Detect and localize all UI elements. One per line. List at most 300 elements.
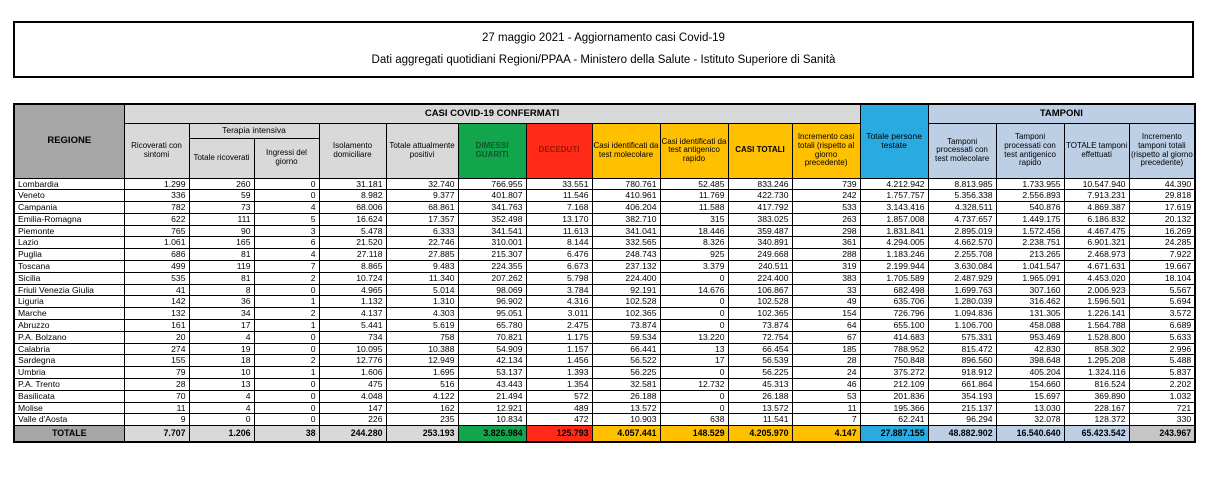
value-cell: 195.366 [860, 402, 928, 414]
value-cell: 66.441 [592, 343, 660, 355]
value-cell: 3.784 [526, 284, 592, 296]
value-cell: 0 [254, 343, 319, 355]
value-cell: 1.831.841 [860, 225, 928, 237]
value-cell: 102.365 [592, 308, 660, 320]
value-cell: 0 [660, 296, 728, 308]
value-cell: 147 [319, 402, 386, 414]
value-cell: 10.095 [319, 343, 386, 355]
value-cell: 102.365 [728, 308, 792, 320]
value-cell: 953.469 [996, 331, 1064, 343]
value-cell: 4.122 [386, 390, 458, 402]
value-cell: 11.340 [386, 272, 458, 284]
value-cell: 5 [254, 213, 319, 225]
col-totale-attualmente-positivi: Totale attualmente positivi [386, 123, 458, 178]
value-cell: 29.818 [1129, 190, 1195, 202]
table-row [14, 237, 1195, 249]
value-cell: 59.534 [592, 331, 660, 343]
value-cell: 734 [319, 331, 386, 343]
value-cell: 4 [189, 390, 254, 402]
value-cell: 20.132 [1129, 213, 1195, 225]
value-cell: 16.269 [1129, 225, 1195, 237]
value-cell: 17.619 [1129, 202, 1195, 214]
value-cell: 185 [792, 343, 860, 355]
value-cell: 1.094.836 [928, 308, 996, 320]
value-cell: 3.572 [1129, 308, 1195, 320]
region-name: Liguria [14, 296, 124, 308]
value-cell: 4.467.475 [1064, 225, 1129, 237]
col-totale-persone-testate: Totale persone testate [860, 104, 928, 178]
value-cell: 62.241 [860, 414, 928, 426]
value-cell: 46 [792, 379, 860, 391]
value-cell: 12.732 [660, 379, 728, 391]
value-cell: 6.689 [1129, 320, 1195, 332]
value-cell: 2 [254, 308, 319, 320]
value-cell: 354.193 [928, 390, 996, 402]
value-cell: 2.255.708 [928, 249, 996, 261]
value-cell: 5.488 [1129, 355, 1195, 367]
value-cell: 1.564.788 [1064, 320, 1129, 332]
table-row [14, 355, 1195, 367]
value-cell: 11.588 [660, 202, 728, 214]
value-cell: 11.769 [660, 190, 728, 202]
value-cell: 11 [792, 402, 860, 414]
value-cell: 575.331 [928, 331, 996, 343]
value-cell: 54.909 [458, 343, 526, 355]
value-cell: 2 [254, 355, 319, 367]
table-row [14, 213, 1195, 225]
value-cell: 382.710 [592, 213, 660, 225]
total-cell: 7.707 [124, 426, 189, 443]
col-dimessi-guariti: DIMESSI GUARITI [458, 123, 526, 178]
value-cell: 263 [792, 213, 860, 225]
value-cell: 213.265 [996, 249, 1064, 261]
table-row [14, 296, 1195, 308]
value-cell: 9 [124, 414, 189, 426]
value-cell: 5.014 [386, 284, 458, 296]
value-cell: 0 [660, 320, 728, 332]
value-cell: 8.982 [319, 190, 386, 202]
value-cell: 28 [792, 355, 860, 367]
value-cell: 2.487.929 [928, 272, 996, 284]
value-cell: 2 [254, 272, 319, 284]
value-cell: 235 [386, 414, 458, 426]
value-cell: 15.697 [996, 390, 1064, 402]
value-cell: 44.390 [1129, 178, 1195, 190]
value-cell: 260 [189, 178, 254, 190]
value-cell: 319 [792, 261, 860, 273]
value-cell: 19 [189, 343, 254, 355]
value-cell: 750.848 [860, 355, 928, 367]
value-cell: 1.456 [526, 355, 592, 367]
value-cell: 11.541 [728, 414, 792, 426]
table-row [14, 249, 1195, 261]
regione-header: REGIONE [14, 104, 124, 178]
total-cell: 244.280 [319, 426, 386, 443]
value-cell: 13.030 [996, 402, 1064, 414]
value-cell: 17 [189, 320, 254, 332]
value-cell: 7 [792, 414, 860, 426]
value-cell: 10.547.940 [1064, 178, 1129, 190]
value-cell: 18.446 [660, 225, 728, 237]
value-cell: 1.299 [124, 178, 189, 190]
col-deceduti: DECEDUTI [526, 123, 592, 178]
value-cell: 132 [124, 308, 189, 320]
value-cell: 92.191 [592, 284, 660, 296]
value-cell: 788.952 [860, 343, 928, 355]
value-cell: 1.061 [124, 237, 189, 249]
value-cell: 369.890 [1064, 390, 1129, 402]
value-cell: 4.316 [526, 296, 592, 308]
value-cell: 4.869.387 [1064, 202, 1129, 214]
value-cell: 237.132 [592, 261, 660, 273]
value-cell: 1.106.700 [928, 320, 996, 332]
value-cell: 375.272 [860, 367, 928, 379]
value-cell: 417.792 [728, 202, 792, 214]
value-cell: 9.377 [386, 190, 458, 202]
value-cell: 1.572.456 [996, 225, 1064, 237]
value-cell: 4.212.942 [860, 178, 928, 190]
table-row [14, 225, 1195, 237]
value-cell: 31.181 [319, 178, 386, 190]
value-cell: 11.546 [526, 190, 592, 202]
value-cell: 52.485 [660, 178, 728, 190]
value-cell: 0 [660, 402, 728, 414]
value-cell: 224.355 [458, 261, 526, 273]
value-cell: 661.864 [928, 379, 996, 391]
value-cell: 2.468.973 [1064, 249, 1129, 261]
table-row [14, 390, 1195, 402]
col-incremento-casi: Incremento casi totali (rispetto al giorno precedente) [792, 123, 860, 178]
table-row [14, 261, 1195, 273]
value-cell: 758 [386, 331, 458, 343]
table-row [14, 272, 1195, 284]
value-cell: 341.763 [458, 202, 526, 214]
report-subtitle: Dati aggregati quotidiani Regioni/PPAA - Ministero della Salute - Istituto Superiore di Sanità [371, 54, 836, 66]
value-cell: 13 [660, 343, 728, 355]
value-cell: 90 [189, 225, 254, 237]
value-cell: 16.624 [319, 213, 386, 225]
region-name: Valle d'Aosta [14, 414, 124, 426]
value-cell: 1.606 [319, 367, 386, 379]
value-cell: 533 [792, 202, 860, 214]
value-cell: 49 [792, 296, 860, 308]
col-incremento-tamponi: Incremento tamponi totali (rispetto al giorno precedente) [1129, 123, 1195, 178]
total-row [14, 426, 1195, 443]
value-cell: 726.796 [860, 308, 928, 320]
value-cell: 5.441 [319, 320, 386, 332]
region-name: Toscana [14, 261, 124, 273]
value-cell: 422.730 [728, 190, 792, 202]
value-cell: 13.572 [728, 402, 792, 414]
value-cell: 207.262 [458, 272, 526, 284]
value-cell: 359.487 [728, 225, 792, 237]
value-cell: 6.476 [526, 249, 592, 261]
region-name: Sicilia [14, 272, 124, 284]
value-cell: 0 [254, 390, 319, 402]
value-cell: 406.204 [592, 202, 660, 214]
value-cell: 0 [254, 190, 319, 202]
value-cell: 102.528 [592, 296, 660, 308]
value-cell: 2.202 [1129, 379, 1195, 391]
value-cell: 2.475 [526, 320, 592, 332]
value-cell: 4.294.005 [860, 237, 928, 249]
value-cell: 34 [189, 308, 254, 320]
value-cell: 6.673 [526, 261, 592, 273]
value-cell: 638 [660, 414, 728, 426]
value-cell: 816.524 [1064, 379, 1129, 391]
value-cell: 18.104 [1129, 272, 1195, 284]
col-ingressi-del-giorno: Ingressi del giorno [254, 138, 319, 178]
value-cell: 165 [189, 237, 254, 249]
value-cell: 1 [254, 320, 319, 332]
region-name: Veneto [14, 190, 124, 202]
value-cell: 106.867 [728, 284, 792, 296]
value-cell: 10.388 [386, 343, 458, 355]
value-cell: 111 [189, 213, 254, 225]
value-cell: 766.955 [458, 178, 526, 190]
value-cell: 655.100 [860, 320, 928, 332]
value-cell: 13.220 [660, 331, 728, 343]
value-cell: 224.400 [728, 272, 792, 284]
value-cell: 5.478 [319, 225, 386, 237]
value-cell: 8.865 [319, 261, 386, 273]
value-cell: 0 [254, 331, 319, 343]
value-cell: 2.238.751 [996, 237, 1064, 249]
value-cell: 1.449.175 [996, 213, 1064, 225]
value-cell: 1.183.246 [860, 249, 928, 261]
value-cell: 7.922 [1129, 249, 1195, 261]
value-cell: 33 [792, 284, 860, 296]
value-cell: 42.134 [458, 355, 526, 367]
value-cell: 6.901.321 [1064, 237, 1129, 249]
value-cell: 32.078 [996, 414, 1064, 426]
value-cell: 288 [792, 249, 860, 261]
value-cell: 13.572 [592, 402, 660, 414]
terapia-intensiva-group-header: Terapia intensiva [189, 123, 319, 138]
value-cell: 340.891 [728, 237, 792, 249]
value-cell: 96.294 [928, 414, 996, 426]
casi-confermati-group-header: CASI COVID-19 CONFERMATI [124, 104, 860, 123]
value-cell: 5.694 [1129, 296, 1195, 308]
value-cell: 4.737.657 [928, 213, 996, 225]
value-cell: 298 [792, 225, 860, 237]
value-cell: 42.830 [996, 343, 1064, 355]
title-box [13, 21, 1194, 78]
value-cell: 1 [254, 367, 319, 379]
value-cell: 341.041 [592, 225, 660, 237]
value-cell: 81 [189, 272, 254, 284]
region-name: Emilia-Romagna [14, 213, 124, 225]
value-cell: 5.619 [386, 320, 458, 332]
value-cell: 0 [189, 414, 254, 426]
value-cell: 201.836 [860, 390, 928, 402]
value-cell: 1.175 [526, 331, 592, 343]
value-cell: 59 [189, 190, 254, 202]
value-cell: 73 [189, 202, 254, 214]
value-cell: 95.051 [458, 308, 526, 320]
value-cell: 336 [124, 190, 189, 202]
value-cell: 858.302 [1064, 343, 1129, 355]
value-cell: 341.541 [458, 225, 526, 237]
value-cell: 20 [124, 331, 189, 343]
region-name: Friuli Venezia Giulia [14, 284, 124, 296]
value-cell: 0 [254, 402, 319, 414]
value-cell: 682.498 [860, 284, 928, 296]
value-cell: 332.565 [592, 237, 660, 249]
covid-data-table [13, 103, 1196, 443]
table-body [14, 178, 1195, 426]
value-cell: 4.303 [386, 308, 458, 320]
value-cell: 918.912 [928, 367, 996, 379]
value-cell: 4 [254, 202, 319, 214]
region-name: Marche [14, 308, 124, 320]
value-cell: 0 [660, 390, 728, 402]
region-name: Abruzzo [14, 320, 124, 332]
value-cell: 2.006.923 [1064, 284, 1129, 296]
table-row [14, 190, 1195, 202]
table-row [14, 414, 1195, 426]
value-cell: 0 [254, 414, 319, 426]
value-cell: 1.596.501 [1064, 296, 1129, 308]
value-cell: 5.633 [1129, 331, 1195, 343]
value-cell: 7 [254, 261, 319, 273]
value-cell: 10 [189, 367, 254, 379]
value-cell: 2.996 [1129, 343, 1195, 355]
value-cell: 13 [189, 379, 254, 391]
total-cell: 38 [254, 426, 319, 443]
col-totale-ricoverati: Totale ricoverati [189, 138, 254, 178]
value-cell: 1.965.091 [996, 272, 1064, 284]
total-cell: 125.793 [526, 426, 592, 443]
region-name: P.A. Trento [14, 379, 124, 391]
region-name: Calabria [14, 343, 124, 355]
region-name: P.A. Bolzano [14, 331, 124, 343]
value-cell: 782 [124, 202, 189, 214]
value-cell: 10.724 [319, 272, 386, 284]
value-cell: 22.746 [386, 237, 458, 249]
value-cell: 274 [124, 343, 189, 355]
value-cell: 925 [660, 249, 728, 261]
total-cell: 253.193 [386, 426, 458, 443]
value-cell: 0 [660, 308, 728, 320]
col-totale-tamponi: TOTALE tamponi effettuati [1064, 123, 1129, 178]
value-cell: 765 [124, 225, 189, 237]
value-cell: 11.613 [526, 225, 592, 237]
value-cell: 1.310 [386, 296, 458, 308]
total-cell: 243.967 [1129, 426, 1195, 443]
value-cell: 8.813.985 [928, 178, 996, 190]
value-cell: 686 [124, 249, 189, 261]
value-cell: 896.560 [928, 355, 996, 367]
value-cell: 14.676 [660, 284, 728, 296]
value-cell: 1.132 [319, 296, 386, 308]
value-cell: 119 [189, 261, 254, 273]
value-cell: 17 [660, 355, 728, 367]
value-cell: 1.226.141 [1064, 308, 1129, 320]
value-cell: 96.902 [458, 296, 526, 308]
value-cell: 79 [124, 367, 189, 379]
total-cell: 4.057.441 [592, 426, 660, 443]
value-cell: 398.648 [996, 355, 1064, 367]
value-cell: 1.324.116 [1064, 367, 1129, 379]
value-cell: 535 [124, 272, 189, 284]
value-cell: 5.837 [1129, 367, 1195, 379]
region-name: Sardegna [14, 355, 124, 367]
value-cell: 4.048 [319, 390, 386, 402]
value-cell: 8.326 [660, 237, 728, 249]
value-cell: 4 [189, 331, 254, 343]
value-cell: 815.472 [928, 343, 996, 355]
region-name: Lazio [14, 237, 124, 249]
value-cell: 1.705.589 [860, 272, 928, 284]
value-cell: 32.581 [592, 379, 660, 391]
value-cell: 53.137 [458, 367, 526, 379]
value-cell: 81 [189, 249, 254, 261]
value-cell: 28 [124, 379, 189, 391]
total-cell: 65.423.542 [1064, 426, 1129, 443]
value-cell: 56.225 [728, 367, 792, 379]
value-cell: 212.109 [860, 379, 928, 391]
region-name: Umbria [14, 367, 124, 379]
region-name: Piemonte [14, 225, 124, 237]
region-name: Puglia [14, 249, 124, 261]
value-cell: 36 [189, 296, 254, 308]
value-cell: 361 [792, 237, 860, 249]
value-cell: 72.754 [728, 331, 792, 343]
col-ricoverati-con-sintomi: Ricoverati con sintomi [124, 123, 189, 178]
table-header [14, 104, 1195, 178]
value-cell: 3.630.084 [928, 261, 996, 273]
table-row [14, 367, 1195, 379]
value-cell: 0 [254, 178, 319, 190]
value-cell: 3.379 [660, 261, 728, 273]
value-cell: 53 [792, 390, 860, 402]
col-casi-totali: CASI TOTALI [728, 123, 792, 178]
value-cell: 6.186.832 [1064, 213, 1129, 225]
col-casi-test-antigenico: Casi identificati da test antigenico rapido [660, 123, 728, 178]
value-cell: 401.807 [458, 190, 526, 202]
value-cell: 11 [124, 402, 189, 414]
value-cell: 73.874 [592, 320, 660, 332]
value-cell: 65.780 [458, 320, 526, 332]
value-cell: 26.188 [592, 390, 660, 402]
value-cell: 68.861 [386, 202, 458, 214]
table-row [14, 284, 1195, 296]
table-row [14, 379, 1195, 391]
value-cell: 310.001 [458, 237, 526, 249]
total-cell: 1.206 [189, 426, 254, 443]
report-title: 27 maggio 2021 - Aggiornamento casi Covid-19 [482, 31, 725, 44]
value-cell: 1.157 [526, 343, 592, 355]
value-cell: 4 [254, 249, 319, 261]
value-cell: 780.761 [592, 178, 660, 190]
value-cell: 1.695 [386, 367, 458, 379]
value-cell: 70.821 [458, 331, 526, 343]
value-cell: 26.188 [728, 390, 792, 402]
table-row [14, 402, 1195, 414]
value-cell: 833.246 [728, 178, 792, 190]
value-cell: 1.699.763 [928, 284, 996, 296]
value-cell: 4.965 [319, 284, 386, 296]
value-cell: 12.949 [386, 355, 458, 367]
value-cell: 70 [124, 390, 189, 402]
value-cell: 98.069 [458, 284, 526, 296]
value-cell: 155 [124, 355, 189, 367]
value-cell: 161 [124, 320, 189, 332]
total-cell: 27.887.155 [860, 426, 928, 443]
table-row [14, 308, 1195, 320]
value-cell: 24 [792, 367, 860, 379]
